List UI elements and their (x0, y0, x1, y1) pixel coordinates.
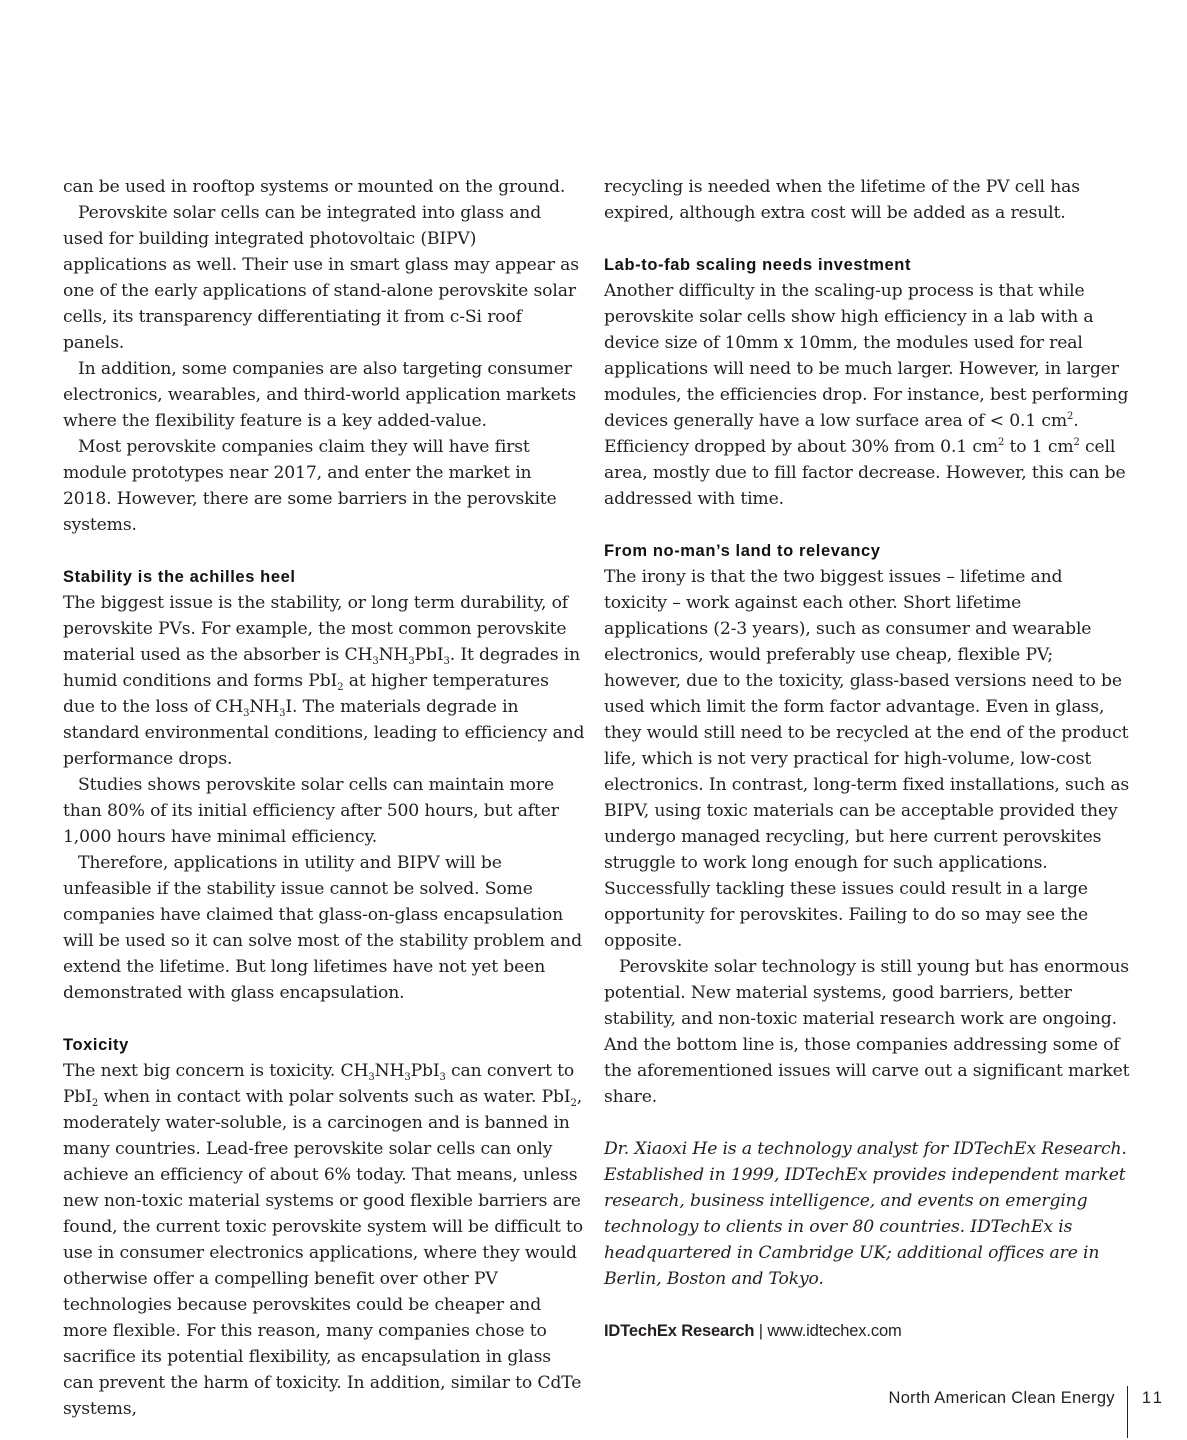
paragraph: Another difficulty in the scaling-up process is that while perovskite solar cells show high efficiency in a lab with a device size of 10mm x 10mm, the modules used for real applications will need to be much larger. However, in larger modules, the efficiencies drop. For instance, best performing devices generally have a low surface area of < 0.1 $cm^2$. Efficiency dropped by about 30% from 0.1 $cm^2$ to 1 $cm^2$ cell area, mostly due to fill factor decrease. However, this can be addressed with time. (604, 281, 1129, 509)
paragraph: The next big concern is toxicity. $CH_3NH_3PbI_3$ can convert to PbI$_2$ when in contact with polar solvents such as water. PbI$_2$, moderately water-soluble, is a carcinogen and is banned in many countries. Lead-free perovskite solar cells can only achieve an efficiency of about 6% today. That means, unless new non-toxic material systems or good flexible barriers are found, the current toxic perovskite system will be difficult to use in consumer electronics applications, where they would otherwise offer a compelling benefit over other PV technologies because perovskites could be cheaper and more flexible. For this reason, many companies chose to sacrifice its potential flexibility, as encapsulation in glass can prevent the harm of toxicity. In addition, similar to CdTe systems, (63, 1061, 583, 1419)
section-heading-stability: Stability is the achilles heel (63, 568, 296, 586)
paragraph: can be used in rooftop systems or mounted on the ground. (63, 177, 566, 197)
footer-divider (1127, 1386, 1128, 1438)
page-number: 11 (1141, 1389, 1165, 1407)
credit-separator: | (754, 1322, 768, 1340)
paragraph: Studies shows perovskite solar cells can maintain more than 80% of its initial efficiency after 500 hours, but after 1,000 hours have minimal efficiency. (63, 775, 559, 847)
paragraph: Therefore, applications in utility and BIPV will be unfeasible if the stability issue cannot be solved. Some companies have claimed that glass-on-glass encapsulation will be used so it can solve most of the stability problem and extend the lifetime. But long lifetimes have not yet been demonstrated with glass encapsulation. (63, 853, 582, 1003)
credit-url[interactable]: www.idtechex.com (767, 1322, 902, 1340)
credit-org: IDTechEx Research (604, 1322, 755, 1340)
publication-name: North American Clean Energy (888, 1389, 1115, 1407)
paragraph: recycling is needed when the lifetime of the PV cell has expired, although extra cost will be added as a result. (604, 177, 1080, 223)
page-footer (888, 1386, 1165, 1438)
left-column (63, 174, 585, 1422)
section-heading-lab-to-fab: Lab-to-fab scaling needs investment (604, 256, 912, 274)
section-heading-relevancy: From no-man’s land to relevancy (604, 542, 881, 560)
author-credit (604, 1318, 1130, 1344)
author-bio: Dr. Xiaoxi He is a technology analyst for IDTechEx Research. Established in 1999, IDTechEx provides independent market research, business intelligence, and events on emerging technology to clients in over 80 countries. IDTechEx is headquartered in Cambridge UK; additional offices are in Berlin, Boston and Tokyo. (604, 1139, 1127, 1289)
paragraph: Perovskite solar cells can be integrated into glass and used for building integrated photovoltaic (BIPV) applications as well. Their use in smart glass may appear as one of the early applications of stand-alone perovskite solar cells, its transparency differentiating it from c-Si roof panels. (63, 203, 579, 353)
paragraph: The irony is that the two biggest issues – lifetime and toxicity – work against each other. Short lifetime applications (2-3 years), such as consumer and wearable electronics, would preferably use cheap, flexible PV; however, due to the toxicity, glass-based versions need to be used which limit the form factor advantage. Even in glass, they would still need to be recycled at the end of the product life, which is not very practical for high-volume, low-cost electronics. In contrast, long-term fixed installations, such as BIPV, using toxic materials can be acceptable provided they undergo managed recycling, but here current perovskites struggle to work long enough for such applications. Successfully tackling these issues could result in a large opportunity for perovskites. Failing to do so may see the opposite. (604, 567, 1130, 951)
paragraph: Perovskite solar technology is still young but has enormous potential. New material systems, good barriers, better stability, and non-toxic material research work are ongoing. And the bottom line is, those companies addressing some of the aforementioned issues will carve out a significant market share. (604, 957, 1130, 1107)
section-heading-toxicity: Toxicity (63, 1036, 129, 1054)
right-column (604, 174, 1130, 1344)
paragraph: In addition, some companies are also targeting consumer electronics, wearables, and third-world application markets where the flexibility feature is a key added-value. (63, 359, 577, 431)
paragraph: Most perovskite companies claim they will have first module prototypes near 2017, and enter the market in 2018. However, there are some barriers in the perovskite systems. (63, 437, 557, 535)
paragraph: The biggest issue is the stability, or long term durability, of perovskite PVs. For example, the most common perovskite material used as the absorber is $CH_3NH_3PbI_3$. It degrades in humid conditions and forms PbI$_2$ at higher temperatures due to the loss of $CH_3NH_3I$. The materials degrade in standard environmental conditions, leading to efficiency and performance drops. (63, 593, 585, 769)
